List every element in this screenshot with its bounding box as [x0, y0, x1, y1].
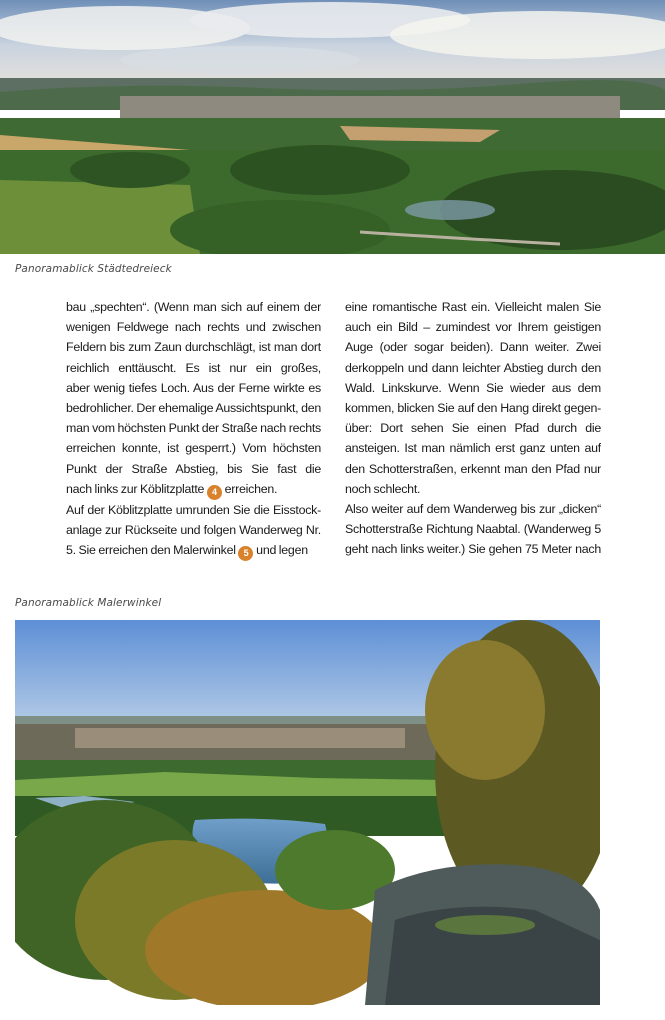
text-line: über: Dort sehen Sie einen Pfad durch die — [345, 421, 601, 436]
photo-caption-top: Panoramablick Städtedreieck — [15, 263, 172, 275]
text-line: Wald. Linkskurve. Wenn Sie wieder aus dem — [345, 380, 601, 395]
text-line-with-marker — [66, 479, 321, 500]
panorama-photo-staedtedreieck — [0, 0, 665, 254]
text-line: anlage zur Rückseite und folgen Wanderweg Nr. — [66, 522, 321, 537]
text-line: kommen, blicken Sie auf den Hang direkt gegen- — [345, 400, 601, 415]
photo-caption-bottom: Panoramablick Malerwinkel — [15, 597, 162, 609]
text-line: noch schlecht. — [345, 481, 421, 496]
text-line: erreichen konnte, ist gesperrt.) Vom höchsten — [66, 441, 321, 456]
text-line: derkoppeln und dann leichter Abstieg durch den — [345, 360, 601, 375]
text-column-left — [66, 297, 321, 561]
text-line: aber wenig tiefes Loch. Aus der Ferne wirkte es — [66, 380, 321, 395]
text-fragment: 5. Sie erreichen den Malerwinkel — [66, 543, 236, 558]
text-line: Also weiter auf dem Wanderweg bis zur „dicken“ — [345, 501, 601, 516]
text-fragment: und legen — [256, 543, 308, 558]
text-line: bedrohlicher. Der ehemalige Aussichtspunkt, den — [66, 400, 321, 415]
text-line: geht nach links weiter.) Sie gehen 75 Meter nach — [345, 542, 601, 557]
text-line-with-marker — [66, 540, 321, 561]
text-line: Feldern bis zum Zaun durchschlägt, ist man dort — [66, 340, 321, 355]
panorama-photo-malerwinkel — [15, 620, 600, 1005]
text-fragment: nach links zur Köblitzplatte — [66, 481, 205, 496]
waypoint-marker-5: 5 — [238, 546, 253, 561]
text-line: bau „spechten“. (Wenn man sich auf einem der — [66, 300, 321, 314]
text-fragment: erreichen. — [224, 481, 278, 496]
text-line: Punkt der Straße Abstieg, bis Sie fast die — [66, 461, 321, 476]
text-line: den Schotterstraßen, erkennt man den Pfad nur — [345, 461, 601, 476]
text-line: eine romantische Rast ein. Vielleicht malen Sie — [345, 300, 601, 314]
text-line: auch ein Bild – zumindest vor Ihrem geistigen — [345, 320, 601, 335]
text-line: man vom höchsten Punkt der Straße nach rechts — [66, 421, 321, 436]
text-line: wenigen Feldwege nach rechts und zwischen — [66, 320, 321, 335]
text-line: Auf der Köblitzplatte umrunden Sie die Eisstock- — [66, 502, 321, 517]
text-line: ansteigen. Ist man nämlich erst ganz unten auf — [345, 441, 601, 456]
waypoint-marker-4: 4 — [207, 485, 222, 500]
text-line: Schotterstraße Richtung Naabtal. (Wanderweg 5 — [345, 522, 601, 537]
text-line: Auge (oder sogar beiden). Dann weiter. Zwei — [345, 340, 601, 355]
text-column-right — [345, 297, 601, 559]
text-line: reichlich enttäuscht. Es ist nur ein großes, — [66, 360, 321, 375]
